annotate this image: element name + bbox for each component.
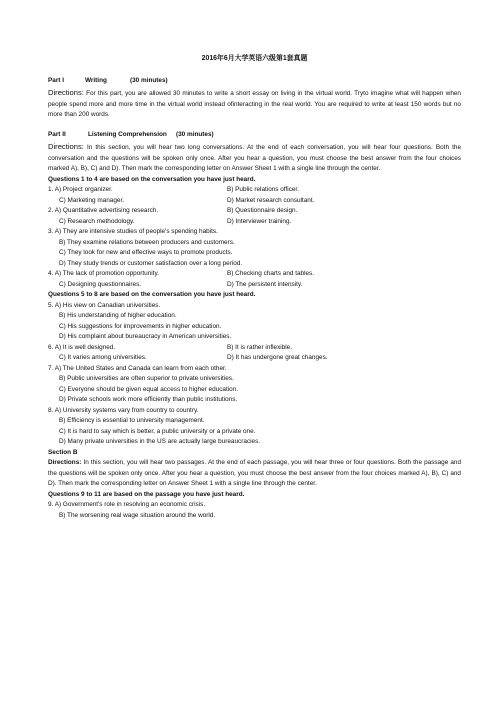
part2-directions [48,142,461,175]
q3-option-c: C) They look for new and effective ways to promote products. [59,249,233,256]
part1-time: (30 minutes) [130,76,168,84]
q7-option-d: D) Private schools work more efficiently than public institutions. [59,396,238,403]
part2-time: (30 minutes) [176,130,214,138]
q5-option-d: D) His complaint about bureaucracy in American universities. [59,333,232,340]
part1-directions-text: For this part, you are allowed 30 minutes to write a short essay on living in the virtual world. Tryto imagine what will happen when people spend more and more time in the virtual world instead ofinteracting in the real world. You are required to write at least 150 words but no more than 200 words. [48,90,461,118]
q7-option-b: B) Public universities are often superior to private universities. [59,375,234,382]
q8-option-c: C) It is hard to say which is better, a public university or a private one. [59,427,256,435]
question-group-3-heading: Questions 9 to 11 are based on the passage you have just heard. [48,490,245,498]
part2-name: Listening Comprehension [88,130,167,138]
q7-option-c: C) Everyone should be given equal access to higher education. [59,385,239,393]
section-b-directions-text: In this section, you will hear two passages. At the end of each passage, you will hear three or four questions. Both the passage and the questions will be spoken only once. After you hear a question, you must choose the best answer from the four choices marked A), B), C) and D). Then mark the corresponding letter on Answer Sheet 1 with a single line through the center. [48,459,461,487]
q8-option-d: D) Many private universities in the US are actually large bureaucracies. [59,438,261,445]
question-6-cd [48,353,461,364]
q5-option-a: 5. A) His view on Canadian universities. [48,301,161,309]
question-2-cd [48,217,461,228]
question-group-1-heading: Questions 1 to 4 are based on the conversation you have just heard. [48,175,256,183]
section-b-directions-label: Directions: [48,459,82,466]
q3-option-d: D) They study trends or customer satisfaction over a long period. [59,259,243,267]
q9-option-a: 9. A) Government's role in resolving an economic crisis. [48,501,206,508]
q1-option-b: B) Public relations officer. [227,186,299,193]
q1-option-a: 1. A) Project organizer. [48,186,113,193]
q4-option-a: 4. A) The lack of promotion opportunity. [48,270,159,277]
question-group-2-heading: Questions 5 to 8 are based on the conversation you have just heard. [48,291,256,298]
question-4-cd [48,280,461,291]
q3-option-a: 3. A) They are intensive studies of people's spending habits. [48,228,218,235]
q8-option-a: 8. A) University systems vary from country to country. [48,406,199,414]
question-1 [48,185,461,196]
part2-heading [48,130,461,141]
question-4 [48,269,461,280]
part1-directions [48,88,461,121]
q6-option-b: B) It is rather inflexible. [227,343,292,351]
part1-heading [48,76,461,87]
q2-option-a: 2. A) Quantitative advertising research. [48,207,159,214]
q4-option-c: C) Designing questionnaires. [59,280,142,288]
q5-option-b: B) His understanding of higher education. [59,312,177,319]
q6-option-d: D) It has undergone great changes. [227,354,328,361]
q1-option-d: D) Market research consultant. [227,196,315,204]
q6-option-a: 6. A) It is well designed. [48,343,116,351]
q5-option-c: C) His suggestions for improvements in higher education. [59,322,222,330]
q9-option-b: B) The worsening real wage situation around the world. [59,511,216,519]
q2-option-c: C) Research methodology. [59,217,135,225]
q2-option-b: B) Questionnaire design. [227,207,298,214]
exam-content [48,54,461,521]
q3-option-b: B) They examine relations between producers and customers. [59,238,235,246]
part1-name: Writing [85,76,107,84]
question-2 [48,206,461,217]
section-b-directions [48,458,461,490]
q2-option-d: D) Interviewer training. [227,217,292,225]
q1-option-c: C) Marketing manager. [59,196,124,204]
part2-directions-text: In this section, you will hear two long conversations. At the end of each conversation, you will hear four questions. Both the conversation and the questions will be spoken only once. After you hear a question, you must choose the best answer from the four choices marked A), B), C) and D). Then mark the corresponding letter on Answer Sheet 1 with a single line through the center. [48,144,461,172]
q4-option-b: B) Checking charts and tables. [227,270,315,277]
q8-option-b: B) Efficiency is essential to university management. [59,417,205,424]
part1-directions-label: Directions: [48,88,84,97]
q4-option-d: D) The persistent intensity. [227,280,303,288]
section-b-heading: Section B [48,448,78,456]
q7-option-a: 7. A) The United States and Canada can learn from each other. [48,364,227,372]
part2-label: Part II [48,130,66,138]
part2-directions-label: Directions: [48,142,84,151]
part1-label: Part I [48,76,64,84]
question-1-cd [48,196,461,207]
q6-option-c: C) It varies among universities. [59,354,147,361]
document-title: 2016年6月大学英语六级第1套真题 [201,55,308,62]
question-6 [48,343,461,354]
